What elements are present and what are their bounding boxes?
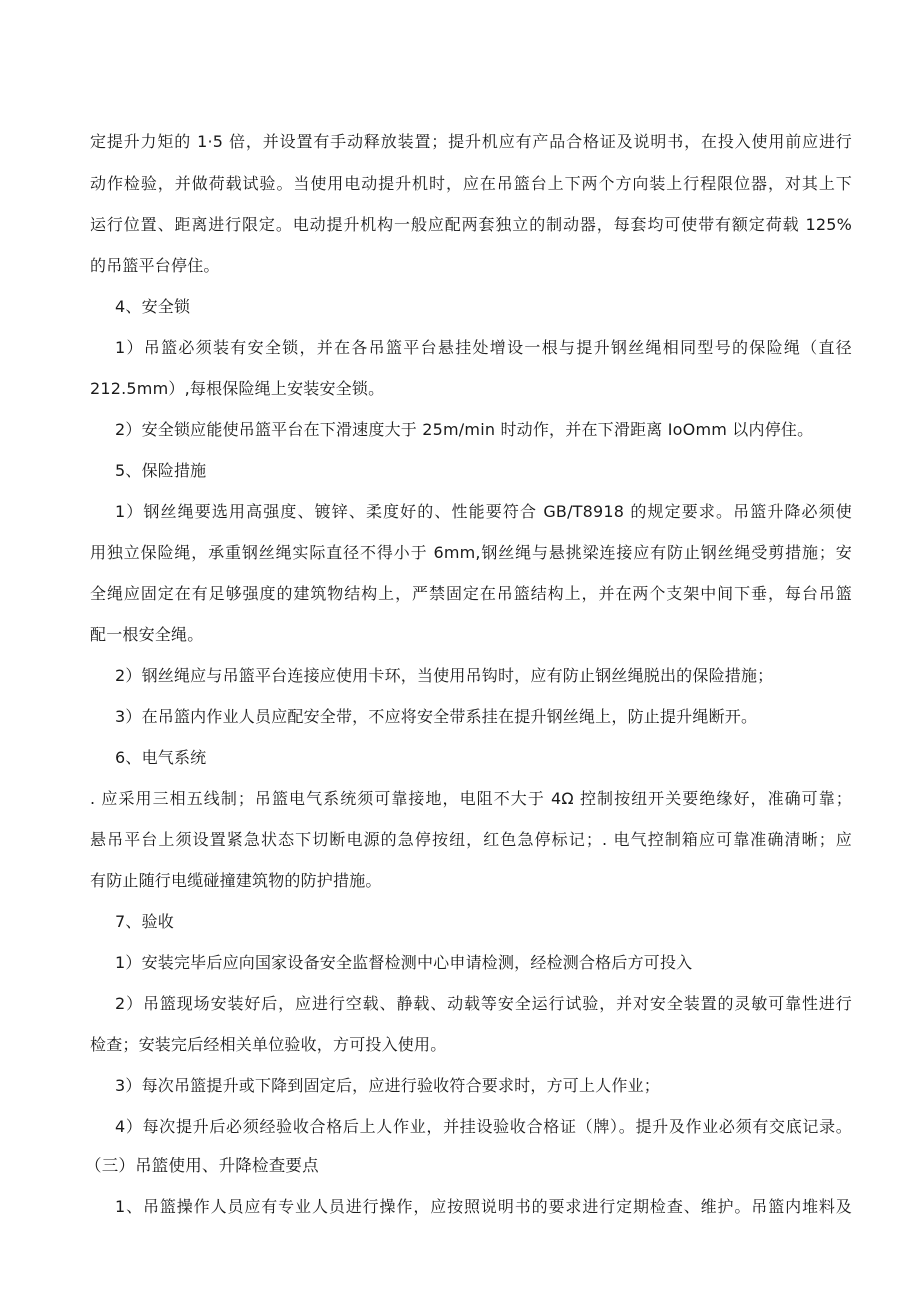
paragraph-line: 3）在吊篮内作业人员应配安全带，不应将安全带系挂在提升钢丝绳上，防止提升绳断开。 — [115, 707, 758, 726]
paragraph-line: 2）安全锁应能使吊篮平台在下滑速度大于 25m∕min 时动作，并在下滑距离 IoOmm 以内停住。 — [115, 420, 814, 439]
section-heading: 4、安全锁 — [115, 297, 191, 316]
chapter-heading: （三）吊篮使用、升降检查要点 — [85, 1156, 319, 1175]
section-heading: 5、保险措施 — [115, 461, 207, 480]
paragraph-line: . 应采用三相五线制；吊篮电气系统须可靠接地，电阻不大于 4Ω 控制按纽开关要绝缘好，准确可靠； — [90, 789, 852, 808]
paragraph-line: 1）钢丝绳要选用高强度、镀锌、柔度好的、性能要符合 GB/T8918 的规定要求。吊篮升降必须使 — [115, 502, 852, 521]
paragraph-line: 2）吊篮现场安装好后，应进行空载、静载、动载等安全运行试验，并对安全装置的灵敏可靠性进行 — [115, 994, 852, 1013]
paragraph-line: 1）安装完毕后应向国家设备安全监督检测中心申请检测，经检测合格后方可投入 — [115, 953, 693, 972]
paragraph-line: 检查；安装完后经相关单位验收，方可投入使用。 — [90, 1035, 447, 1054]
paragraph-line: 3）每次吊篮提升或下降到固定后，应进行验收符合要求时，方可上人作业； — [115, 1076, 660, 1095]
paragraph-line: 悬吊平台上须设置紧急状态下切断电源的急停按纽，红色急停标记；. 电气控制箱应可靠准确清晰；应 — [90, 830, 852, 849]
paragraph-line: 运行位置、距离进行限定。电动提升机构一般应配两套独立的制动器，每套均可使带有额定荷载 125% — [90, 215, 852, 234]
paragraph-line: 全绳应固定在有足够强度的建筑物结构上，严禁固定在吊篮结构上，并在两个支架中间下垂，每台吊篮 — [90, 584, 852, 603]
section-heading: 7、验收 — [115, 912, 174, 931]
paragraph-line: 4）每次提升后必须经验收合格后上人作业，并挂设验收合格证（牌）。提升及作业必须有交底记录。 — [115, 1117, 852, 1136]
paragraph-line: 的吊篮平台停住。 — [90, 256, 220, 275]
paragraph-line: 有防止随行电缆碰撞建筑物的防护措施。 — [90, 871, 382, 890]
paragraph-line: 2）钢丝绳应与吊篮平台连接应使用卡环，当使用吊钩时，应有防止钢丝绳脱出的保险措施； — [115, 666, 774, 685]
paragraph-line: 212.5mm）,每根保险绳上安装安全锁。 — [90, 379, 385, 398]
paragraph-line: 定提升力矩的 1·5 倍，并设置有手动释放装置；提升机应有产品合格证及说明书，在投入使用前应进行 — [90, 132, 852, 151]
paragraph-line: 动作检验，并做荷载试验。当使用电动提升机时，应在吊篮台上下两个方向装上行程限位器，对其上下 — [90, 174, 852, 193]
section-heading: 6、电气系统 — [115, 748, 207, 767]
paragraph-line: 1）吊篮必须装有安全锁，并在各吊篮平台悬挂处增设一根与提升钢丝绳相同型号的保险绳（直径 — [115, 338, 852, 357]
paragraph-line: 1、吊篮操作人员应有专业人员进行操作，应按照说明书的要求进行定期检查、维护。吊篮内堆料及 — [115, 1197, 852, 1216]
paragraph-line: 配一根安全绳。 — [90, 625, 204, 644]
paragraph-line: 用独立保险绳，承重钢丝绳实际直径不得小于 6mm,钢丝绳与悬挑梁连接应有防止钢丝绳受剪措施；安 — [90, 543, 852, 562]
